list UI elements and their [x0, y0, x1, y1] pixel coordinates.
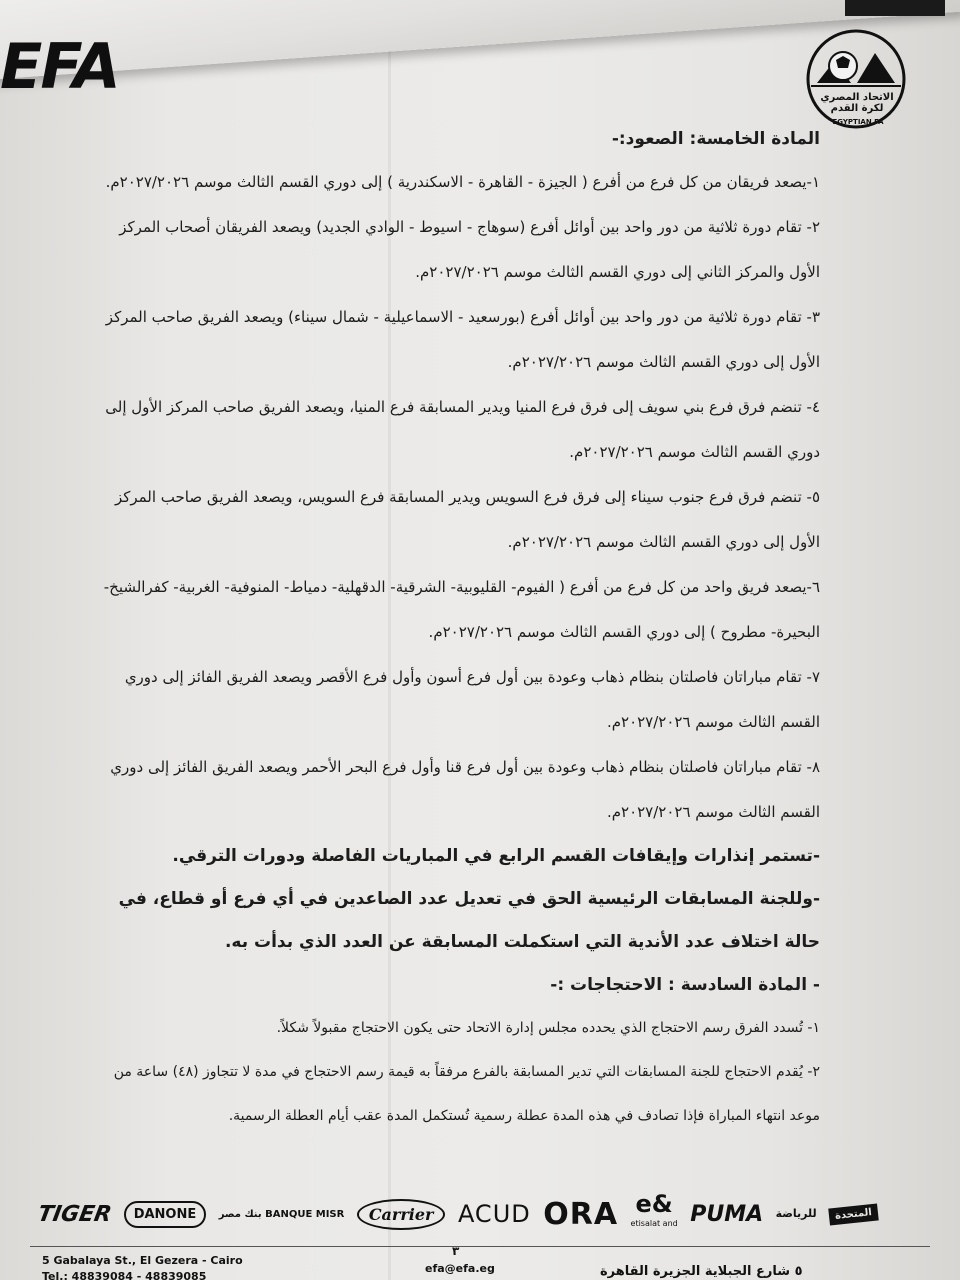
logo-caption-en: EGYPTIAN FA — [832, 118, 884, 126]
sponsor-tiger-logo: TIGER — [35, 1201, 114, 1227]
sponsor-united-logo: المتحدة — [828, 1203, 878, 1225]
article5-title: المادة الخامسة: الصعود:- — [611, 129, 820, 149]
etisalat-mark: e& — [635, 1190, 673, 1218]
article5-note-1: -تستمر إنذارات وإيقافات القسم الرابع في المباريات الفاصلة ودورات الترقي. — [172, 846, 820, 866]
document-body — [92, 118, 820, 1138]
sponsor-sports-logo: للرياضة — [775, 1207, 817, 1220]
sponsor-strip — [35, 1188, 878, 1240]
article6-item-1: ١- تُسدد الفرق رسم الاحتجاج الذي يحدده مجلس إدارة الاتحاد حتى يكون الاحتجاج مقبولاً شكلاً. — [276, 1020, 820, 1036]
article6-item-2: ٢- يُقدم الاحتجاج للجنة المسابقات التي تدير المسابقة بالفرع مرفقاً به قيمة رسم الاحتجاج في مدة لا تتجاوز (٤٨) ساعة من موعد انتهاء المباراة فإذا تصادف في هذه المدة عطلة رسمية تُستكمل المدة عقب أيام العطلة الرسمية. — [113, 1064, 820, 1124]
article5-item-4: ٤- تنضم فرق فرع بني سويف إلى فرق فرع المنيا ويدير المسابقة فرع المنيا، ويصعد الفريق صاحب المركز الأول إلى دوري القسم الثالث موسم ٢٠٢٧/٢٠٢٦م. — [105, 398, 820, 461]
sponsor-carrier-logo: Carrier — [357, 1199, 446, 1230]
article5-item-8: ٨- تقام مباراتان فاصلتان بنظام ذهاب وعودة بين أول فرع قنا وأول فرع البحر الأحمر ويصعد الفريق الفائز إلى دوري القسم الثالث موسم ٢٠٢٧/٢٠٢٦م. — [110, 758, 820, 821]
footer-email: efa@efa.eg — [425, 1262, 495, 1275]
etisalat-caption: etisalat and — [630, 1219, 678, 1228]
article5-item-7: ٧- تقام مباراتان فاصلتان بنظام ذهاب وعودة بين أول فرع أسون وأول فرع الأقصر ويصعد الفريق الفائز إلى دوري القسم الثالث موسم ٢٠٢٧/٢٠٢٦م. — [124, 668, 820, 731]
article5-item-2: ٢- تقام دورة ثلاثية من دور واحد بين أوائل أفرع (سوهاج - اسيوط - الوادي الجديد) ويصعد الفريقان أصحاب المركز الأول والمركز الثاني إلى دوري القسم الثالث موسم ٢٠٢٧/٢٠٢٦م. — [119, 218, 820, 281]
article5-item-5: ٥- تنضم فرق فرع جنوب سيناء إلى فرق فرع السويس ويدير المسابقة فرع السويس، ويصعد الفريق صاحب المركز الأول إلى دوري القسم الثالث موسم ٢٠٢٧/٢٠٢٦م. — [114, 488, 820, 551]
footer-divider — [30, 1246, 930, 1247]
sponsor-etisalat-logo — [630, 1190, 678, 1234]
sponsor-ora-logo: ORA — [543, 1196, 619, 1232]
article5-item-6: ٦-يصعد فريق واحد من كل فرع من أفرع ( الفيوم- القليوبية- الشرقية- الدقهلية- دمياط- المنوفية- الغربية- كفرالشيخ- البحيرة- مطروح ) إلى دوري القسم الثالث موسم ٢٠٢٧/٢٠٢٦م. — [103, 578, 820, 641]
header-stripe — [845, 0, 945, 16]
brand-text: EFA — [0, 30, 119, 103]
footer-address-en: 5 Gabalaya St., El Gezera - Cairo — [42, 1254, 243, 1267]
sponsor-puma-logo: PUMA — [690, 1201, 764, 1227]
footer-telephone: Tel.: 48839084 - 48839085 — [42, 1270, 207, 1280]
sponsor-banque-misr-logo: بنك مصر BANQUE MISR — [218, 1208, 345, 1220]
sponsor-acud-logo: ACUD — [457, 1200, 531, 1228]
footer-address-ar: ٥ شارع الجبلاية الجزيرة القاهرة — [600, 1264, 803, 1279]
logo-caption: الاتحاد المصري لكرة القدم — [820, 92, 894, 114]
article5-item-3: ٣- تقام دورة ثلاثية من دور واحد بين أوائل أفرع (بورسعيد - الاسماعيلية - شمال سيناء) ويصعد الفريق صاحب المركز الأول إلى دوري القسم الثالث موسم ٢٠٢٧/٢٠٢٦م. — [105, 308, 820, 371]
article6-title: - المادة السادسة : الاحتجاجات :- — [550, 975, 820, 995]
page-number: ٣ — [452, 1244, 460, 1258]
sponsor-danone-logo: DANONE — [124, 1201, 207, 1228]
article5-item-1: ١-يصعد فريقان من كل فرع من أفرع ( الجيزة - القاهرة - الاسكندرية ) إلى دوري القسم الثالث موسم ٢٠٢٧/٢٠٢٦م. — [105, 173, 820, 191]
article5-note-2: -وللجنة المسابقات الرئيسية الحق في تعديل عدد الصاعدين في أي فرع أو قطاع، في حالة اختلاف عدد الأندية التي استكملت المسابقة عن العدد الذي بدأت به. — [118, 889, 820, 952]
efa-logo — [805, 28, 907, 130]
